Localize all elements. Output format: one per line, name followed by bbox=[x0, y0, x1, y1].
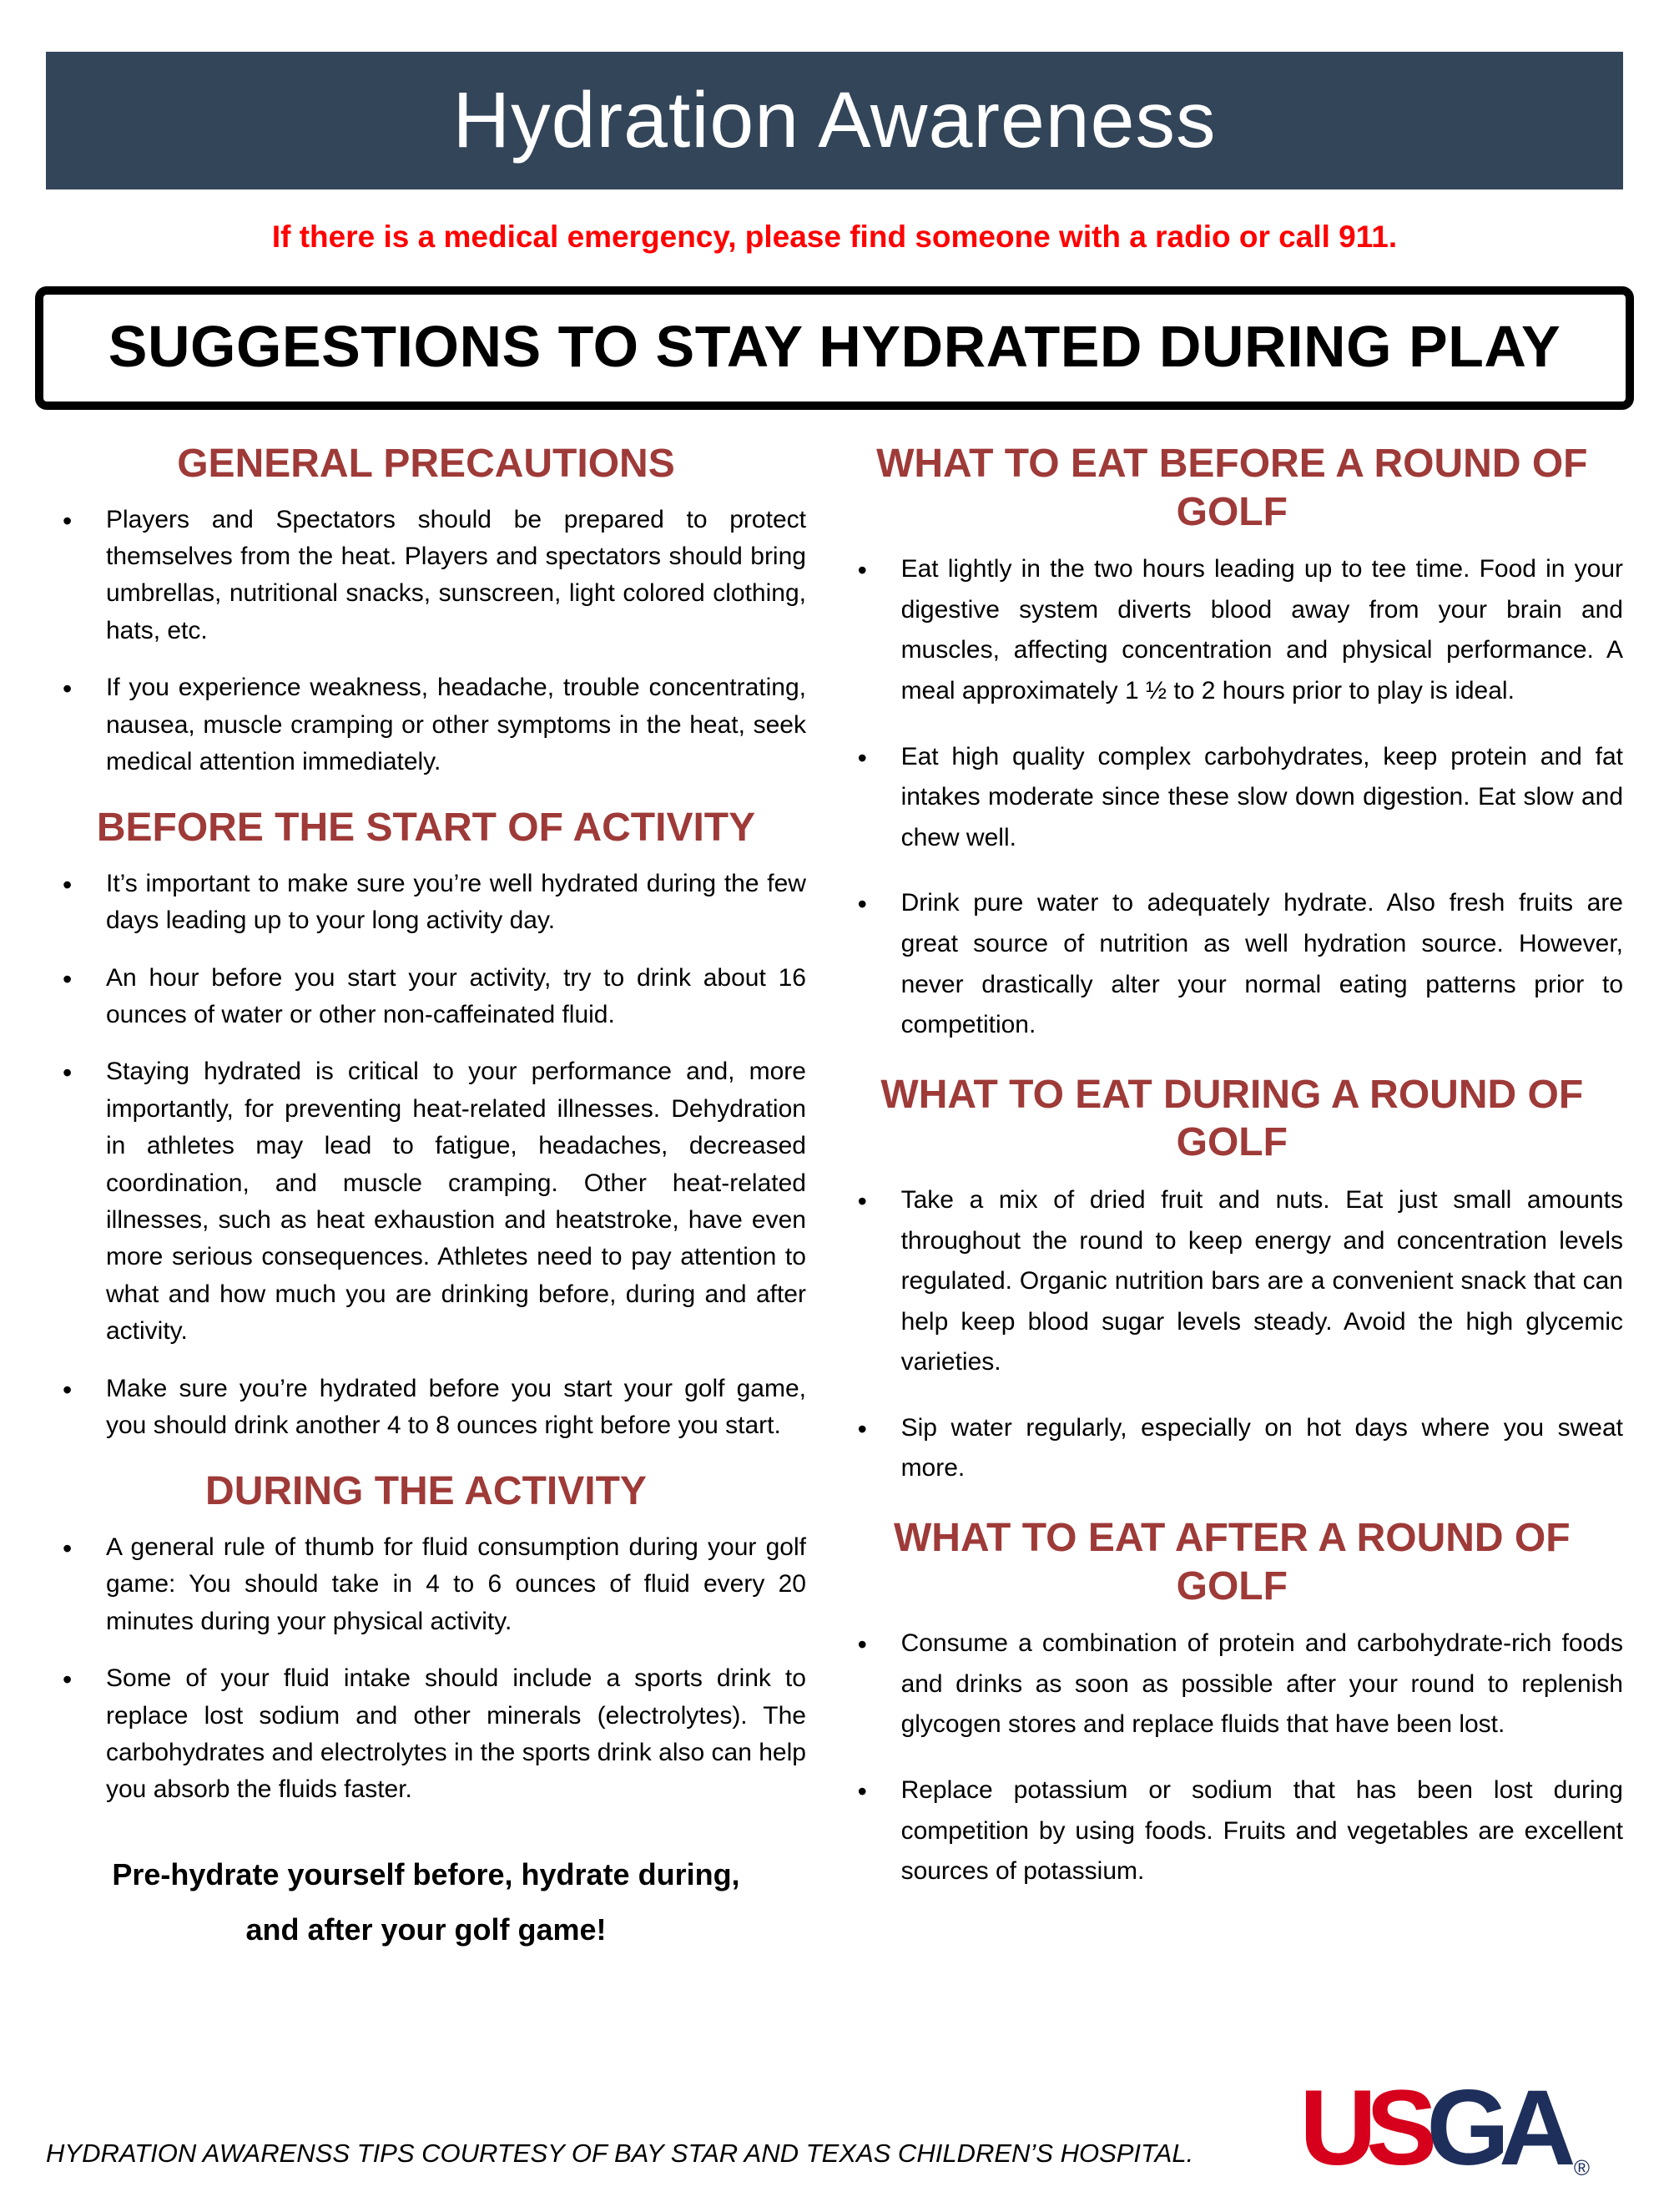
bullet-item: • If you experience weakness, headache, trouble concentrating, nausea, muscle cramping or other symptoms in the heat, seek medical attention immediately. bbox=[46, 669, 806, 780]
bullet-item: • Sip water regularly, especially on hot days where you sweat more. bbox=[841, 1408, 1623, 1489]
suggestions-box bbox=[35, 286, 1634, 410]
content-columns bbox=[0, 410, 1669, 1958]
bullet-item: • Some of your fluid intake should include a sports drink to replace lost sodium and other minerals (electrolytes). The carbohydrates and electrolytes in the sports drink also can help you absorb the fluids faster. bbox=[46, 1660, 806, 1809]
footer-credit: HYDRATION AWARENSS TIPS COURTESY OF BAY STAR AND TEXAS CHILDREN’S HOSPITAL. bbox=[46, 2139, 1194, 2168]
bullet-item: • Drink pure water to adequately hydrate. Also fresh fruits are great source of nutrition as well hydration source. However, never drastically alter your normal eating patterns prior to competition. bbox=[841, 883, 1623, 1045]
bullet-item: • Consume a combination of protein and carbohydrate-rich foods and drinks as soon as possible after your round to replenish glycogen stores and replace fluids that have been lost. bbox=[841, 1624, 1623, 1745]
section-heading: GENERAL PRECAUTIONS bbox=[177, 442, 675, 486]
bullet-list bbox=[841, 1624, 1623, 1892]
bullet-list bbox=[841, 1180, 1623, 1489]
section-heading: WHAT TO EAT AFTER A ROUND OF GOLF bbox=[893, 1516, 1571, 1608]
section-heading: BEFORE THE START OF ACTIVITY bbox=[96, 806, 756, 851]
right-column bbox=[841, 435, 1623, 1958]
bullet-list bbox=[46, 866, 806, 1444]
left-column bbox=[46, 435, 806, 1958]
emergency-notice: If there is a medical emergency, please find someone with a radio or call 911. bbox=[271, 220, 1398, 254]
closing-note: Pre-hydrate yourself before, hydrate during, and after your golf game! bbox=[112, 1856, 740, 1947]
bullet-item: • Replace potassium or sodium that has been lost during competition by using foods. Fruits and vegetables are excellent sources of potassium. bbox=[841, 1770, 1623, 1892]
bullet-item: • It’s important to make sure you’re well hydrated during the few days leading up to your long activity day. bbox=[46, 866, 806, 940]
usga-logo-us: US bbox=[1299, 2068, 1427, 2188]
page-banner bbox=[46, 52, 1623, 189]
bullet-item: • Staying hydrated is critical to your performance and, more importantly, for preventing heat-related illnesses. Dehydration in athletes may lead to fatigue, headaches, decreased coordination, and muscle cramping. Other heat-related illnesses, such as heat exhaustion and heatstroke, have even more serious consequences. Athletes need to pay attention to what and how much you are drinking before, during and after activity. bbox=[46, 1053, 806, 1350]
registered-mark-icon: ® bbox=[1573, 2155, 1590, 2180]
bullet-item: • Eat lightly in the two hours leading up to tee time. Food in your digestive system diverts blood away from your brain and muscles, affecting concentration and physical performance. A meal approximately 1 ½ to 2 hours prior to play is ideal. bbox=[841, 549, 1623, 711]
bullet-list bbox=[46, 502, 806, 781]
section-heading: WHAT TO EAT BEFORE A ROUND OF GOLF bbox=[876, 442, 1588, 534]
right-column-sections bbox=[841, 440, 1623, 1892]
section-heading: DURING THE ACTIVITY bbox=[205, 1469, 647, 1514]
suggestions-box-title: SUGGESTIONS TO STAY HYDRATED DURING PLAY bbox=[108, 314, 1561, 379]
usga-logo-ga: GA bbox=[1426, 2068, 1566, 2188]
bullet-item: • Players and Spectators should be prepared to protect themselves from the heat. Players and spectators should bring umbrellas, nutritional snacks, sunscreen, light colored clothing, hats, etc. bbox=[46, 502, 806, 650]
bullet-item: • Eat high quality complex carbohydrates, keep protein and fat intakes moderate since these slow down digestion. Eat slow and chew well. bbox=[841, 737, 1623, 859]
usga-logo bbox=[1299, 2068, 1590, 2188]
bullet-item: • Make sure you’re hydrated before you start your golf game, you should drink another 4 to 8 ounces right before you start. bbox=[46, 1371, 806, 1445]
page-title: Hydration Awareness bbox=[452, 76, 1217, 164]
bullet-item: • A general rule of thumb for fluid consumption during your golf game: You should take in 4 to 6 ounces of fluid every 20 minutes during your physical activity. bbox=[46, 1529, 806, 1640]
bullet-list bbox=[46, 1529, 806, 1809]
section-heading: WHAT TO EAT DURING A ROUND OF GOLF bbox=[880, 1072, 1584, 1165]
bullet-item: • Take a mix of dried fruit and nuts. Eat just small amounts throughout the round to keep energy and concentration levels regulated. Organic nutrition bars are a convenient snack that can help keep blood sugar levels steady. Avoid the high glycemic varieties. bbox=[841, 1180, 1623, 1383]
left-column-sections bbox=[46, 440, 806, 1809]
bullet-item: • An hour before you start your activity, try to drink about 16 ounces of water or other non-caffeinated fluid. bbox=[46, 960, 806, 1034]
bullet-list bbox=[841, 549, 1623, 1046]
